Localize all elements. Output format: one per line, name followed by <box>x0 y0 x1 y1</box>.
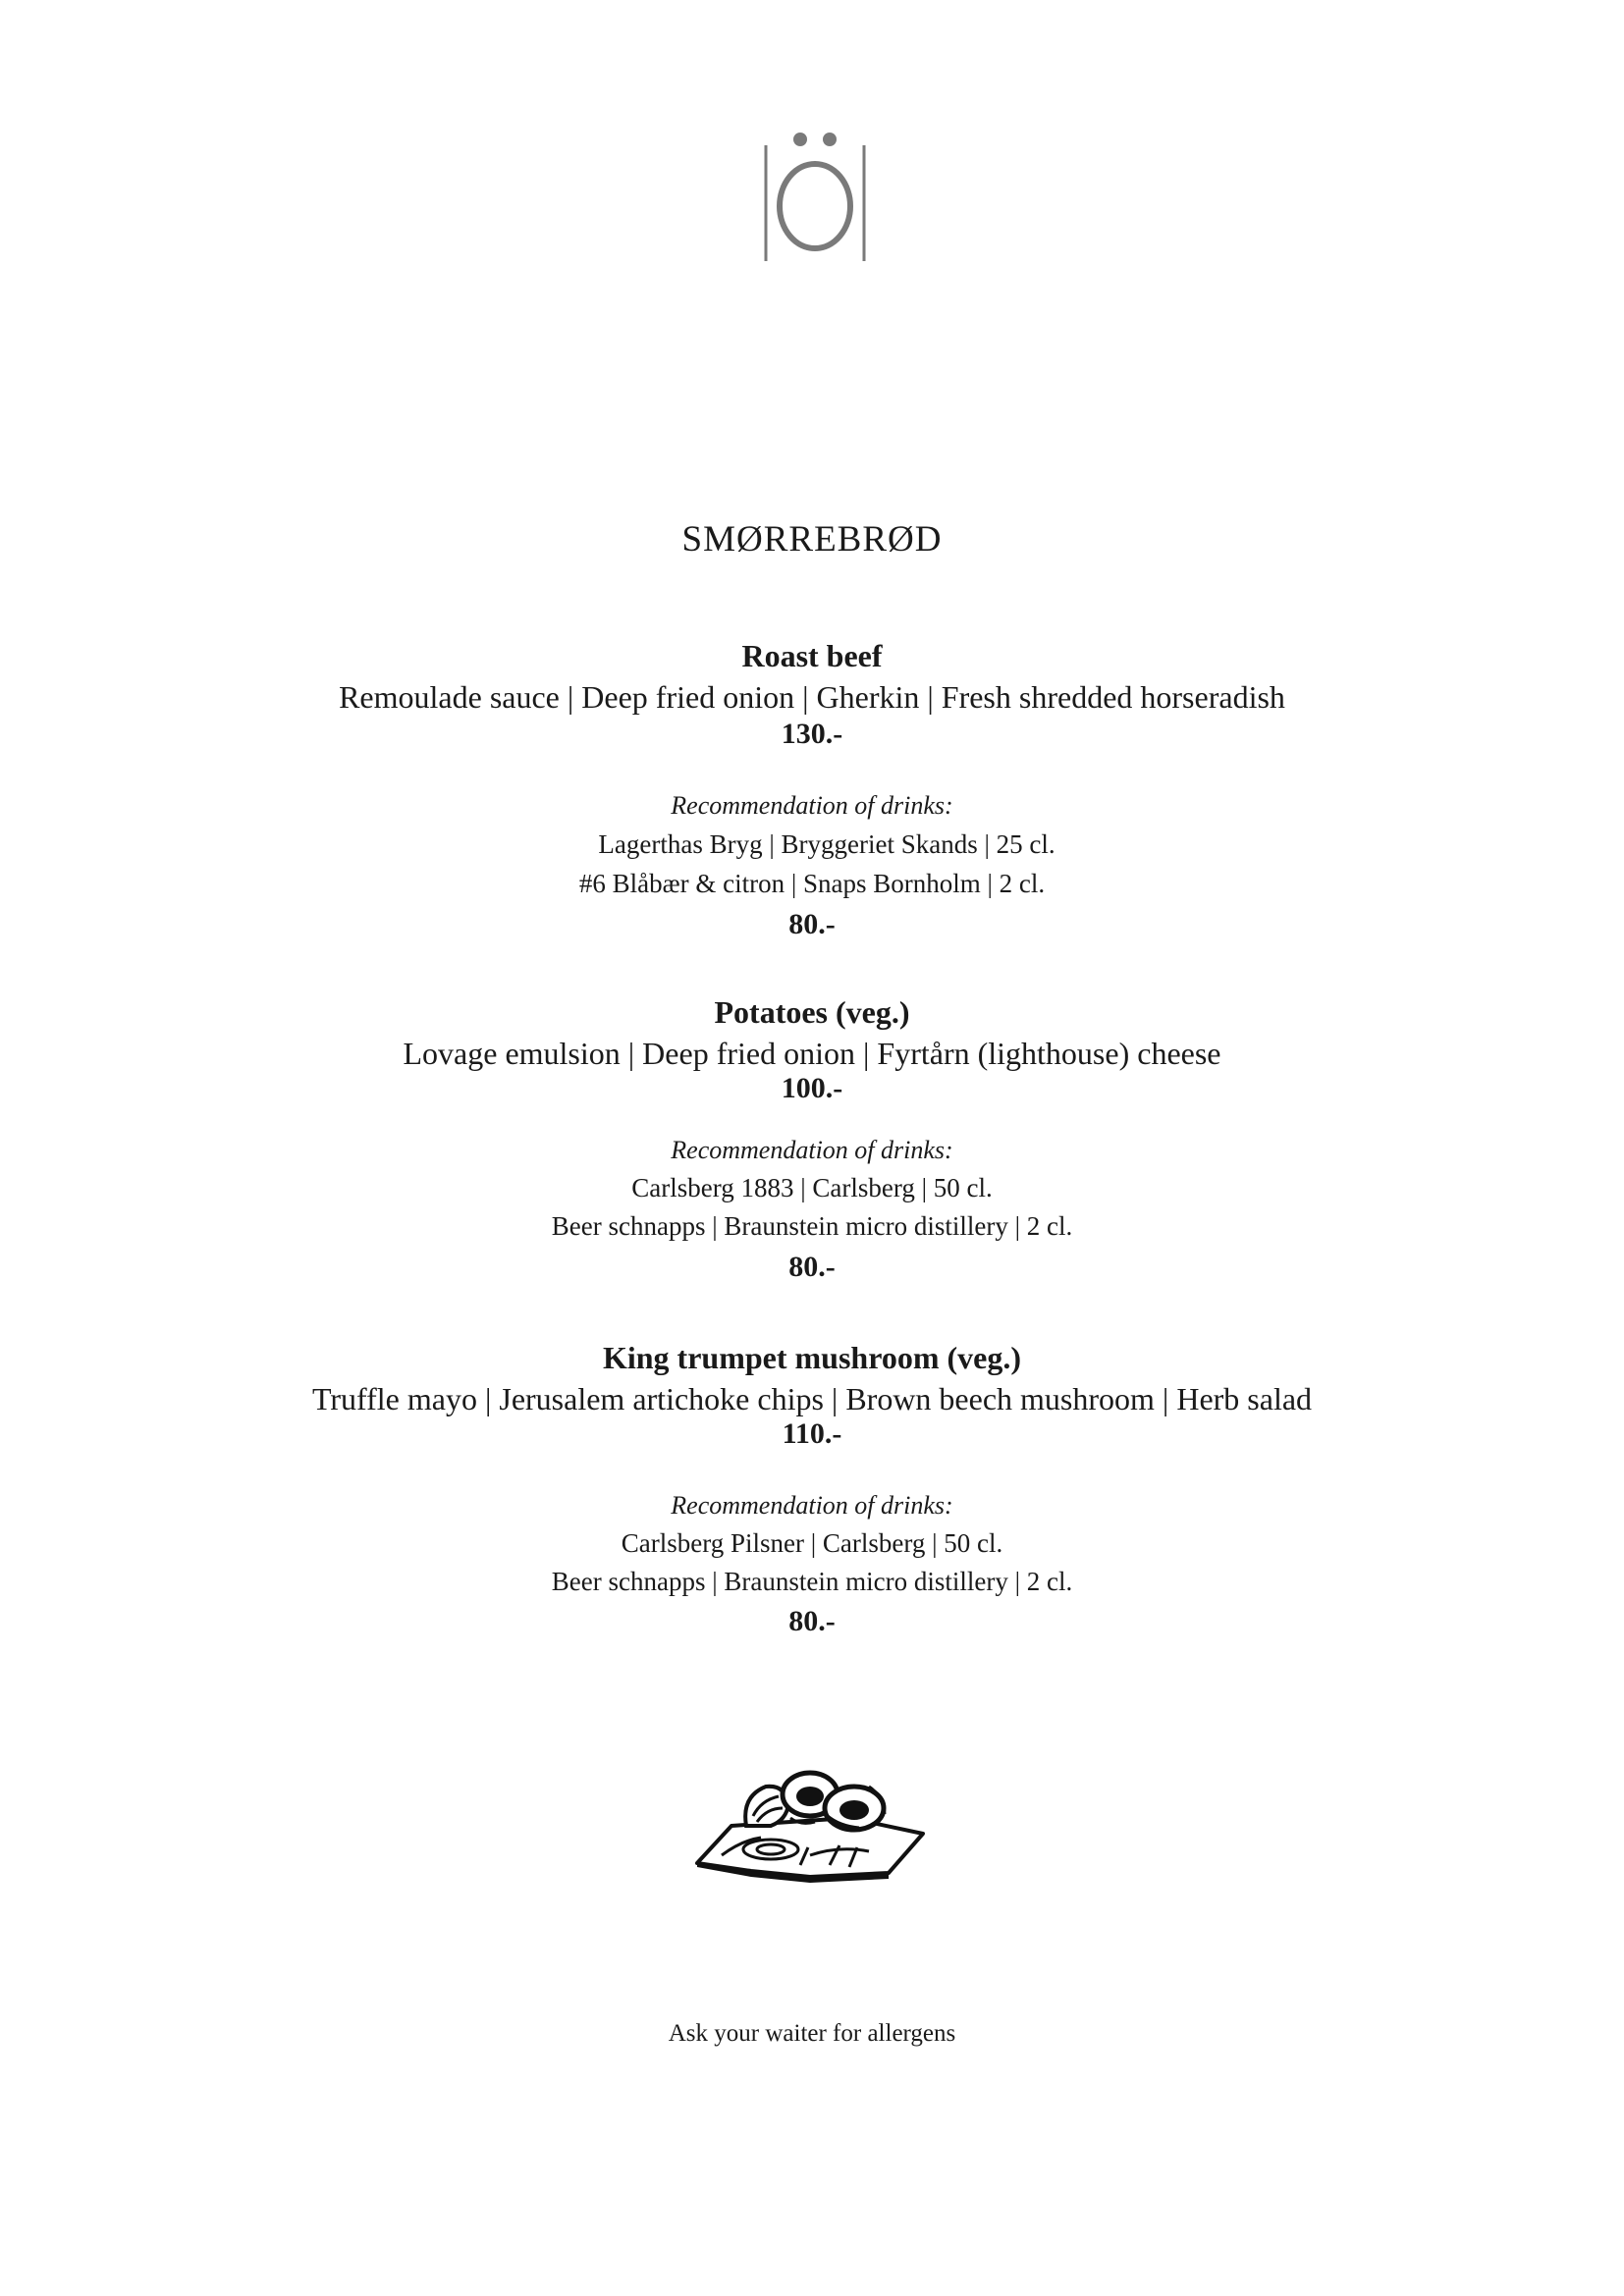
dish-price: 130.- <box>781 718 843 750</box>
logo-o-umlaut-icon <box>761 128 869 265</box>
drink-item: #6 Blåbær & citron | Snaps Bornholm | 2 cl. <box>578 869 1046 898</box>
smorrebrod-illustration-icon <box>692 1757 928 1885</box>
drink-item: Beer schnapps | Braunstein micro distillery | 2 cl. <box>551 1211 1073 1241</box>
drink-item: Carlsberg 1883 | Carlsberg | 50 cl. <box>631 1173 993 1202</box>
drink-item: Lagerthas Bryg | Bryggeriet Skands | 25 cl. <box>598 829 1056 859</box>
dish-name: Potatoes (veg.) <box>714 994 910 1030</box>
dish-name: King trumpet mushroom (veg.) <box>602 1340 1022 1375</box>
recommendation-label: Recommendation of drinks: <box>671 1136 953 1164</box>
drinks-price: 80.- <box>788 908 836 940</box>
drink-item: Carlsberg Pilsner | Carlsberg | 50 cl. <box>621 1528 1003 1558</box>
dish-name: Roast beef <box>741 638 883 673</box>
allergen-note: Ask your waiter for allergens <box>668 2020 956 2047</box>
dish-price: 110.- <box>782 1417 842 1450</box>
dish-description: Lovage emulsion | Deep fried onion | Fyrtårn (lighthouse) cheese <box>403 1036 1221 1071</box>
dish-description: Remoulade sauce | Deep fried onion | Gherkin | Fresh shredded horseradish <box>339 679 1285 715</box>
recommendation-label: Recommendation of drinks: <box>671 1491 953 1520</box>
recommendation-label: Recommendation of drinks: <box>671 791 953 820</box>
drinks-price: 80.- <box>788 1605 836 1637</box>
section-title: SMØRREBRØD <box>681 519 943 560</box>
dish-description: Truffle mayo | Jerusalem artichoke chips | Brown beech mushroom | Herb salad <box>311 1381 1313 1416</box>
drink-item: Beer schnapps | Braunstein micro distillery | 2 cl. <box>551 1567 1073 1596</box>
drinks-price: 80.- <box>788 1251 836 1283</box>
restaurant-logo <box>761 128 869 265</box>
dish-price: 100.- <box>781 1072 843 1104</box>
